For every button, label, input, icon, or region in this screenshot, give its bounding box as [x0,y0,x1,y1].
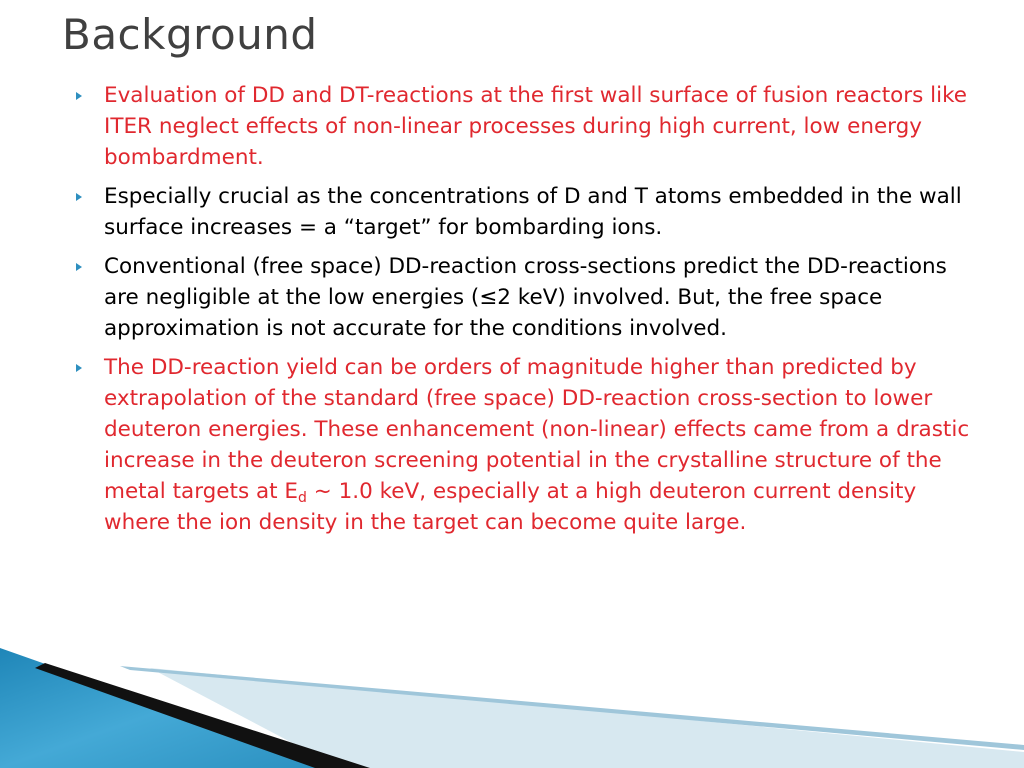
bullet-text [104,355,969,535]
bullet-arrow-icon [76,193,82,201]
bullet-arrow-icon [76,92,82,100]
bullet-text-part: ~ 1.0 keV, especially at a high deuteron current density where the ion density in the target can become quite large. [104,479,917,535]
bullet-text: Especially crucial as the concentrations of D and T atoms embedded in the wall surface increases = a “target” for bombarding ions. [104,184,962,240]
bullet-item [76,80,976,173]
subscript-d: d [298,490,307,506]
slide-title: Background [62,10,318,59]
bullet-arrow-icon [76,364,82,372]
bullet-list [76,80,976,546]
bullet-arrow-icon [76,263,82,271]
bullet-text: Evaluation of DD and DT-reactions at the first wall surface of fusion reactors like ITER neglect effects of non-linear processes during high current, low energy bombardment. [104,83,968,170]
bullet-item [76,251,976,344]
bullet-item [76,352,976,538]
bullet-item [76,181,976,243]
bullet-text: Conventional (free space) DD-reaction cross-sections predict the DD-reactions are negligible at the low energies (≤2 keV) involved. But, the free space approximation is not accurate for the conditions involved. [104,254,947,341]
bullet-text-part: The DD-reaction yield can be orders of magnitude higher than predicted by extrapolation of the standard (free space) DD-reaction cross-section to lower deuteron energies. These enhancement (non-linear) effects came from a drastic increase in the deuteron screening potential in the crystalline structure of the metal targets at E [104,355,970,504]
